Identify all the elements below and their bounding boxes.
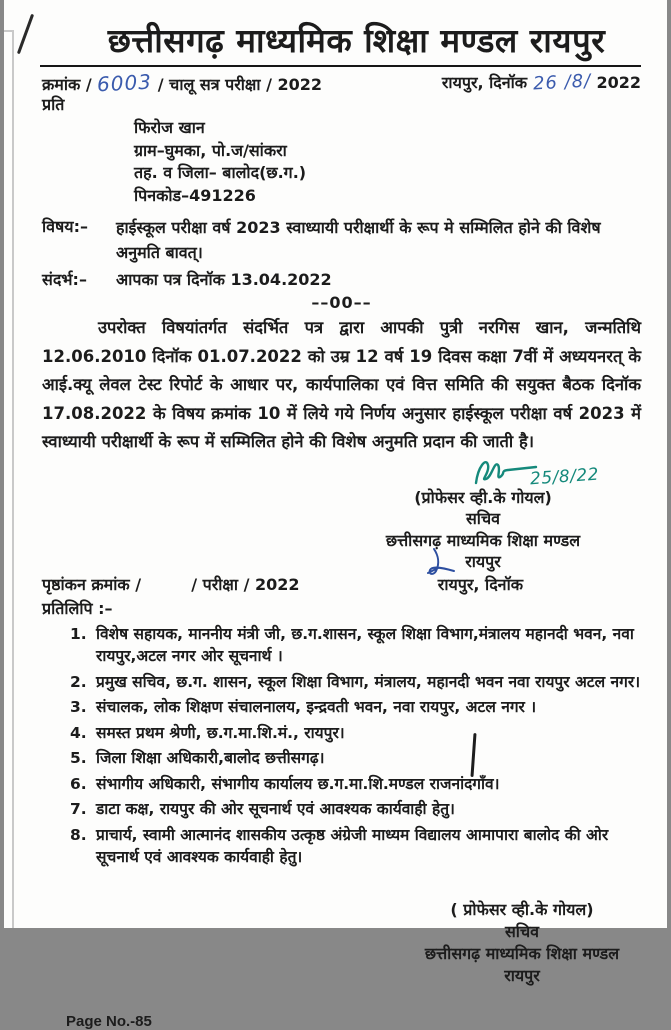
subject-text: हाईस्कूल परीक्षा वर्ष 2023 स्वाध्यायी परीक्षार्थी के रूप मे सम्मिलित होने की विशेष अनुमति बावत्। — [116, 218, 601, 263]
list-item-number: 4. — [70, 723, 87, 742]
ref-suffix-label: / चालू सत्र परीक्षा / 2022 — [157, 75, 323, 95]
scanned-letter-page — [4, 0, 667, 1030]
handwritten-ref-number: 6003 — [96, 69, 153, 97]
subject-label: विषय:– — [42, 217, 88, 237]
reference-number-row — [42, 71, 641, 95]
list-item-text: डाटा कक्ष, रायपुर की ओर सूचनार्थ एवं आवश्यक कार्यवाही हेतु। — [96, 800, 455, 819]
letterhead-rule — [40, 65, 641, 67]
list-item-text: समस्त प्रथम श्रेणी, छ.ग.मा.शि.मं., रायपुर। — [96, 723, 345, 742]
list-item — [70, 696, 641, 719]
signatory-designation: सचिव — [465, 509, 501, 529]
date-year: 2022 — [596, 73, 641, 93]
letterhead-title: छत्तीसगढ़ माध्यमिक शिक्षा मण्डल रायपुर — [107, 21, 606, 60]
list-item-text: प्रमुख सचिव, छ.ग. शासन, स्कूल शिक्षा विभाग, मंत्रालय, महानदी भवन नवा रायपुर अटल नगर। — [96, 672, 641, 691]
list-item-text: विशेष सहायक, माननीय मंत्री जी, छ.ग.शासन, स्कूल शिक्षा विभाग,मंत्रालय महानदी भवन, नवा रायपुर,अटल नगर ओर सूचनार्थ । — [96, 624, 634, 666]
list-item-number: 3. — [70, 698, 87, 717]
salutation: प्रति — [42, 95, 65, 115]
list-item-number: 2. — [70, 672, 87, 691]
page-number: Page No.-85 — [66, 1012, 152, 1030]
signatory-organization: छत्तीसगढ़ माध्यमिक शिक्षा मण्डल — [424, 943, 620, 963]
recipient-address-line: तह. व जिला– बालोद(छ.ग.) — [134, 163, 307, 183]
copy-distribution-list — [70, 623, 641, 869]
list-item-number: 1. — [70, 624, 87, 643]
signatory-place: रायपुर — [465, 552, 501, 572]
place-and-date — [442, 71, 641, 93]
section-separator: ––00–– — [311, 293, 372, 313]
blue-ink-flourish — [424, 547, 458, 577]
signatory-place: रायपुर — [504, 965, 540, 985]
place-date-label: रायपुर, दिनॉक — [441, 73, 528, 93]
copies-label: प्रतिलिपि :– — [42, 598, 113, 618]
signatory-organization: छत्तीसगढ़ माध्यमिक शिक्षा मण्डल — [385, 530, 581, 550]
reference-number — [42, 71, 322, 95]
handwritten-signature-date: 25/8/22 — [529, 464, 600, 490]
letter-body-paragraph: उपरोक्त विषयांतर्गत संदर्भित पत्र द्वारा आपकी पुत्री नरगिस खान, जन्मतिथि 12.06.2010 दिनॉक 01.07.2022 को उम्र 12 वर्ष 19 दिवस कक्षा 7वीं में अध्ययनरत् के आई.क्यू लेवल टेस्ट रिपोर्ट के आधार पर, कार्यपालिका एवं वित्त समिति की सयुक्त बैठक दिनॉक 17.08.2022 के विषय क्रमांक 10 में लिये गये निर्णय अनुसार हाईस्कूल परीक्षा वर्ष 2023 में स्वाध्यायी परीक्षार्थी के रूप में सम्मिलित होने की विशेष अनुमति प्रदान की जाती है। — [42, 318, 641, 452]
list-item — [70, 671, 641, 694]
endorsement-row — [42, 573, 641, 595]
recipient-name: फिरोज खान — [134, 118, 205, 138]
letter-reference-text: आपका पत्र दिनॉक 13.04.2022 — [116, 270, 332, 290]
letter-reference-label: संदर्भ:– — [42, 270, 87, 290]
subject-row — [42, 215, 641, 265]
ref-prefix-label: क्रमांक / — [42, 75, 92, 95]
handwritten-date: 26 /8/ — [532, 70, 592, 95]
endorsement-number: पृष्ठांकन क्रमांक / / परीक्षा / 2022 — [42, 574, 300, 594]
list-item-text: जिला शिक्षा अधिकारी,बालोद छत्तीसगढ़। — [96, 749, 325, 768]
list-item-number: 5. — [70, 749, 87, 768]
list-item — [70, 798, 641, 821]
signature-block-top — [42, 459, 641, 571]
list-item-number: 6. — [70, 774, 87, 793]
signatory-details — [333, 487, 633, 573]
list-item-text: संभागीय अधिकारी, संभागीय कार्यालय छ.ग.मा.शि.मण्डल राजनांदगाँव। — [96, 774, 500, 793]
list-item-number: 7. — [70, 800, 87, 819]
list-item-text: प्राचार्य, स्वामी आत्मानंद शासकीय उत्कृष्ठ अंग्रेजी माध्यम विद्यालय आमापारा बालोद की ओर सूचनार्थ एवं आवश्यक कार्यवाही हेतु। — [96, 825, 609, 867]
signatory-name: (प्रोफेसर व्ही.के गोयल) — [414, 487, 552, 507]
list-item — [70, 623, 641, 668]
signatory-name: ( प्रोफेसर व्ही.के गोयल) — [450, 899, 594, 919]
list-item — [70, 722, 641, 745]
signature-block-bottom — [372, 899, 671, 987]
list-item — [70, 747, 641, 770]
list-item-text: संचालक, लोक शिक्षण संचालनालय, इन्द्रवती भवन, नवा रायपुर, अटल नगर । — [96, 698, 537, 717]
recipient-address-line: ग्राम–घुमका, पो.ज/सांकरा — [134, 140, 287, 160]
endorsement-place-date: रायपुर, दिनॉक — [437, 574, 523, 594]
recipient-address-line: पिनकोड–491226 — [134, 185, 256, 205]
letter-reference-row — [42, 268, 641, 290]
scan-edge-artifact — [4, 30, 13, 32]
list-item — [70, 773, 641, 796]
list-item — [70, 824, 641, 869]
recipient-address-block — [134, 117, 641, 207]
signatory-designation: सचिव — [504, 921, 540, 941]
scan-edge-artifact — [12, 30, 14, 928]
pen-stroke-mark — [17, 14, 34, 54]
list-item-number: 8. — [70, 825, 87, 844]
